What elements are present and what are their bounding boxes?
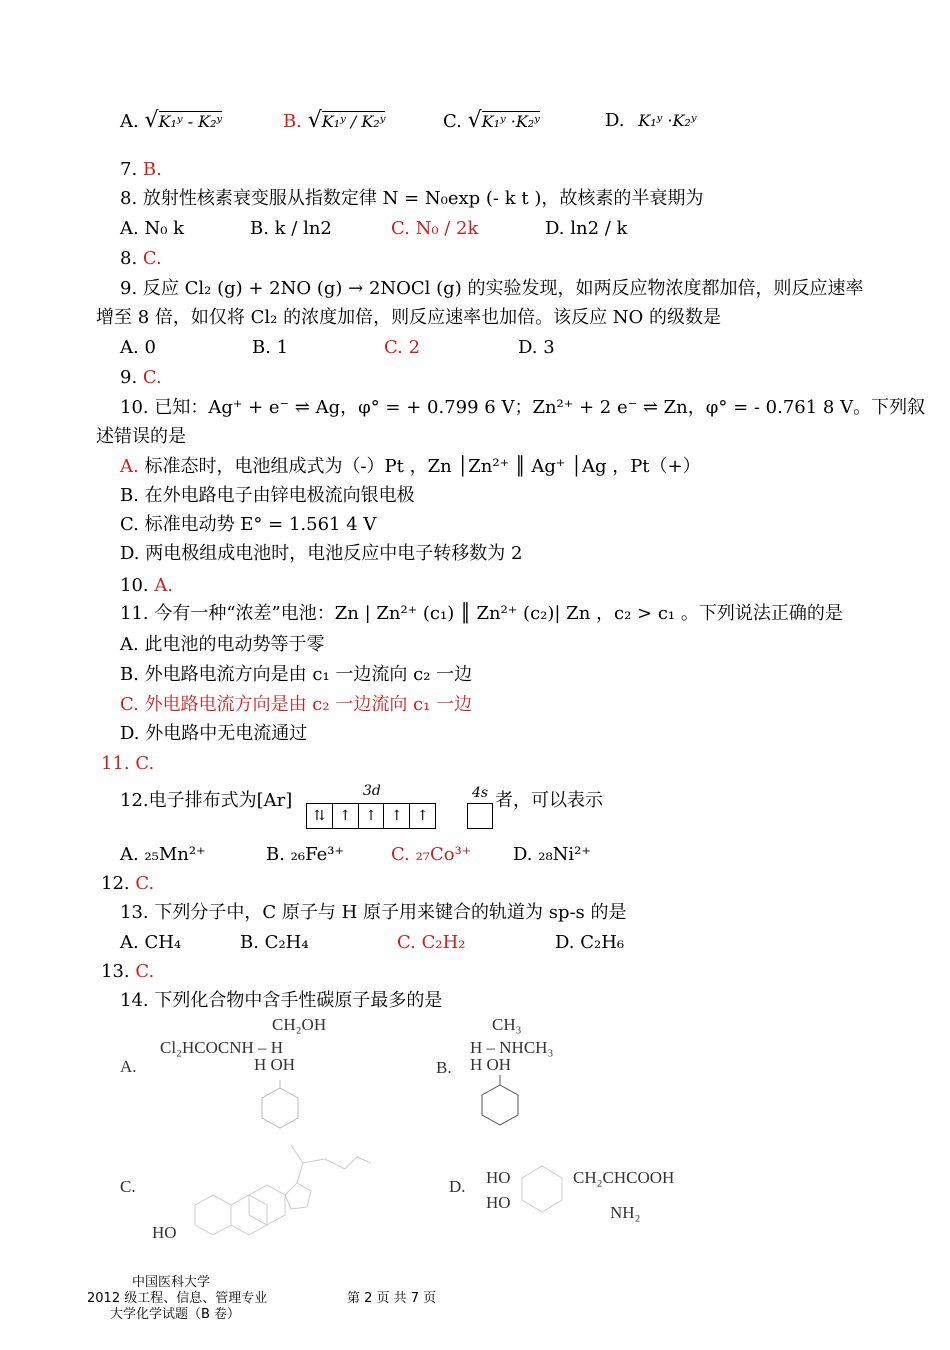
structure-d-nh2: NH₂ bbox=[610, 1203, 641, 1222]
structure-d-ring bbox=[514, 1160, 570, 1220]
question-12-text-post: 者，可以表示 bbox=[495, 790, 603, 811]
answer-12: 12. C. bbox=[101, 873, 155, 894]
q6-option-d: D. K₁ʸ ·K₂ʸ bbox=[605, 110, 697, 131]
question-12-text: 12.电子排布式为[Ar] bbox=[120, 790, 293, 811]
q6-option-b: B. √K₁ʸ / K₂ʸ bbox=[283, 108, 386, 133]
q9-option-b: B. 1 bbox=[252, 337, 289, 358]
q11-option-a: A. 此电池的电动势等于零 bbox=[120, 634, 325, 655]
question-13: 13. 下列分子中，C 原子与 H 原子用来键合的轨道为 sp-s 的是 bbox=[120, 902, 627, 923]
structure-a-bot: H OH bbox=[254, 1055, 296, 1074]
footer-exam: 大学化学试题（B 卷） bbox=[110, 1307, 241, 1322]
question-10-line1: 10. 已知：Ag⁺ + e⁻ ⇌ Ag，φ° = + 0.799 6 V；Zn²⁺ + 2 e⁻ ⇌ Zn，φ° = - 0.761 8 V。下列叙 bbox=[120, 397, 926, 418]
q12-option-a: A. ₂₅Mn²⁺ bbox=[120, 844, 206, 865]
question-9-line1: 9. 反应 Cl₂ (g) + 2NO (g) → 2NOCl (g) 的实验发现，如两反应物浓度都加倍，则反应速率 bbox=[120, 278, 864, 299]
answer-13: 13. C. bbox=[101, 961, 155, 982]
label-4s: 4s bbox=[472, 785, 489, 801]
q13-option-d: D. C₂H₆ bbox=[555, 932, 625, 953]
structure-a-ring bbox=[258, 1080, 302, 1130]
footer-school: 中国医科大学 bbox=[132, 1275, 211, 1290]
question-9-line2: 增至 8 倍，如仅将 Cl₂ 的浓度加倍，则反应速率也加倍。该反应 NO 的级数是 bbox=[96, 307, 722, 328]
q9-option-d: D. 3 bbox=[518, 337, 555, 358]
question-10-line2: 述错误的是 bbox=[96, 426, 186, 447]
orbital-box-4: ↑ bbox=[384, 804, 410, 828]
q14-option-c-label: C. bbox=[120, 1177, 136, 1196]
q12-option-d: D. ₂₈Ni²⁺ bbox=[513, 844, 591, 865]
q10-option-b: B. 在外电路电子由锌电极流向银电极 bbox=[120, 485, 415, 506]
q13-option-b: B. C₂H₄ bbox=[240, 932, 309, 953]
q14-option-b-label: B. bbox=[436, 1058, 452, 1077]
structure-c-steroid bbox=[185, 1135, 375, 1235]
q8-option-b: B. k / ln2 bbox=[250, 218, 332, 239]
q6-option-a: A. √K₁ʸ - K₂ʸ bbox=[120, 108, 223, 133]
q9-option-a: A. 0 bbox=[120, 337, 156, 358]
answer-8: 8. C. bbox=[120, 248, 162, 269]
q13-option-c: C. C₂H₂ bbox=[397, 932, 466, 953]
structure-b-top: CH₃ bbox=[492, 1015, 522, 1034]
q10-option-d: D. 两电极组成电池时，电池反应中电子转移数为 2 bbox=[120, 543, 523, 564]
orbital-box-2: ↑ bbox=[333, 804, 359, 828]
q14-option-d-label: D. bbox=[449, 1177, 466, 1196]
orbital-4s-box bbox=[467, 803, 493, 829]
q8-option-c: C. N₀ / 2k bbox=[391, 218, 479, 239]
q10-option-c: C. 标准电动势 E° = 1.561 4 V bbox=[120, 514, 377, 535]
answer-9: 9. C. bbox=[120, 367, 162, 388]
structure-a-top: CH₂OH bbox=[272, 1015, 327, 1034]
structure-b-bot: H OH bbox=[470, 1055, 512, 1074]
q11-option-c: C. 外电路电流方向是由 c₂ 一边流向 c₁ 一边 bbox=[120, 694, 473, 715]
orbital-box-3: ↑ bbox=[359, 804, 385, 828]
footer-page-number: 第 2 页 共 7 页 bbox=[347, 1291, 437, 1306]
structure-d-ho1: HO bbox=[486, 1168, 511, 1187]
q8-option-a: A. N₀ k bbox=[120, 218, 185, 239]
structure-d-ho2: HO bbox=[486, 1193, 511, 1212]
q11-option-b: B. 外电路电流方向是由 c₁ 一边流向 c₂ 一边 bbox=[120, 664, 473, 685]
structure-a-mid: Cl₂HCOCNH – H bbox=[160, 1038, 284, 1057]
q14-option-a-label: A. bbox=[120, 1057, 137, 1076]
structure-b-mid: H – NHCH₃ bbox=[470, 1038, 554, 1057]
q12-option-c: C. ₂₇Co³⁺ bbox=[391, 844, 472, 865]
answer-7: 7. B. bbox=[120, 159, 162, 180]
answer-10: 10. A. bbox=[120, 575, 174, 596]
structure-d-chain: CH₂CHCOOH bbox=[573, 1168, 675, 1187]
q12-option-b: B. ₂₆Fe³⁺ bbox=[266, 844, 344, 865]
q9-option-c: C. 2 bbox=[384, 337, 421, 358]
question-14: 14. 下列化合物中含手性碳原子最多的是 bbox=[120, 990, 443, 1011]
q10-option-a: A. 标准态时，电池组成式为（-）Pt ，Zn │Zn²⁺ ║ Ag⁺ │Ag ，Pt（+） bbox=[120, 456, 701, 477]
label-3d: 3d bbox=[363, 783, 381, 799]
question-11: 11. 今有一种“浓差”电池：Zn | Zn²⁺ (c₁) ║ Zn²⁺ (c₂)| Zn ，c₂ > c₁ 。下列说法正确的是 bbox=[120, 603, 843, 624]
orbital-box-1: ⇅ bbox=[307, 804, 333, 828]
question-8: 8. 放射性核素衰变服从指数定律 N = N₀exp (- k t )，故核素的半衰期为 bbox=[120, 188, 704, 209]
answer-11: 11. C. bbox=[101, 753, 155, 774]
q11-option-d: D. 外电路中无电流通过 bbox=[120, 723, 308, 744]
q8-option-d: D. ln2 / k bbox=[545, 218, 628, 239]
structure-c-ho: HO bbox=[152, 1223, 177, 1242]
orbital-box-5: ↑ bbox=[416, 808, 429, 824]
structure-b-ring bbox=[478, 1075, 522, 1127]
footer-course: 2012 级工程、信息、管理专业 bbox=[87, 1291, 268, 1306]
q6-option-c: C. √K₁ʸ ·K₂ʸ bbox=[443, 108, 540, 133]
orbital-3d-boxes bbox=[306, 803, 436, 829]
q13-option-a: A. CH₄ bbox=[120, 932, 182, 953]
